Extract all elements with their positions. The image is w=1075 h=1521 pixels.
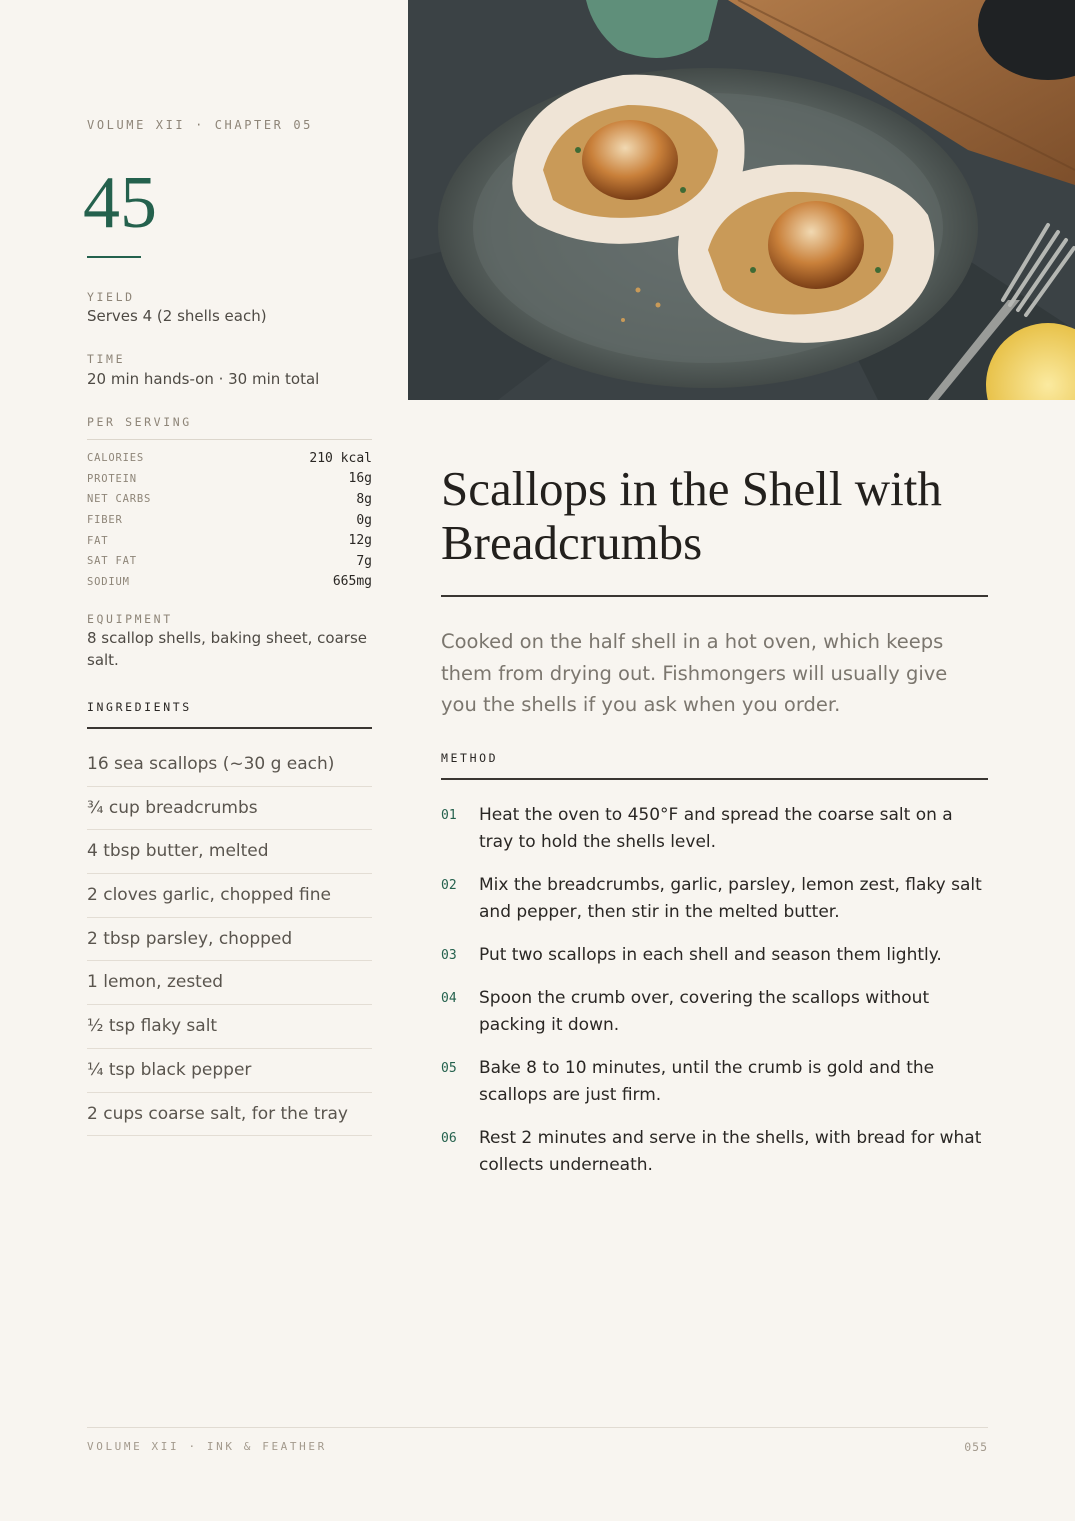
page-number: 055 [964,1440,988,1454]
nutrition-label: FIBER [87,514,123,527]
chapter-eyebrow: VOLUME XII · CHAPTER 05 [87,118,313,132]
number-underline [87,256,141,258]
method-step [441,1055,988,1109]
nutrition-row [87,551,372,572]
ingredients-list [87,743,372,1136]
nutrition-value: 7g [356,553,372,569]
method-step [441,872,988,926]
ingredient-item: 2 tbsp parsley, chopped [87,918,372,962]
nutrition-row [87,469,372,490]
nutrition-value: 8g [356,491,372,507]
ingredient-item: 4 tbsp butter, melted [87,830,372,874]
ingredient-item: 2 cloves garlic, chopped fine [87,874,372,918]
recipe-number: 45 [83,162,157,244]
time-value: 20 min hands-on · 30 min total [87,370,320,388]
ingredients-divider [87,727,372,729]
nutrition-label: SODIUM [87,575,130,588]
ingredients-heading: INGREDIENTS [87,700,192,714]
nutrition-value: 0g [356,512,372,528]
nutrition-label: SAT FAT [87,555,137,568]
yield-value: Serves 4 (2 shells each) [87,307,267,325]
nutrition-row [87,448,372,469]
nutrition-row [87,530,372,551]
step-text: Rest 2 minutes and serve in the shells, with bread for what collects underneath. [479,1128,982,1175]
step-number: 01 [441,808,457,823]
step-text: Bake 8 to 10 minutes, until the crumb is gold and the scallops are just firm. [479,1058,935,1105]
nutrition-table [87,448,372,592]
ingredient-item: 16 sea scallops (~30 g each) [87,743,372,787]
step-number: 02 [441,878,457,893]
ingredient-item: ¾ cup breadcrumbs [87,787,372,831]
nutrition-value: 12g [348,533,372,549]
step-number: 05 [441,1061,457,1076]
time-label: TIME [87,352,126,366]
method-divider [441,778,988,780]
nutrition-label: NET CARBS [87,493,152,506]
step-number: 03 [441,948,457,963]
footer-divider [87,1427,988,1428]
method-step [441,1125,988,1179]
per-serving-label: PER SERVING [87,415,192,429]
method-heading: METHOD [441,751,499,765]
nutrition-label: CALORIES [87,452,144,465]
title-divider [441,595,988,597]
step-text: Heat the oven to 450°F and spread the coarse salt on a tray to hold the shells level. [479,805,953,852]
method-step [441,802,988,856]
nutrition-value: 665mg [332,574,372,590]
yield-label: YIELD [87,290,135,304]
recipe-title: Scallops in the Shell with Breadcrumbs [441,461,942,570]
ingredient-item: ½ tsp flaky salt [87,1005,372,1049]
equipment-label: EQUIPMENT [87,612,173,626]
nutrition-value: 16g [348,471,372,487]
nutrition-row [87,510,372,531]
method-step [441,942,988,969]
hero-photo [408,0,1075,400]
nutrition-label: FAT [87,534,109,547]
nutrition-row [87,489,372,510]
ingredient-item: 2 cups coarse salt, for the tray [87,1093,372,1137]
method-steps [441,802,988,1195]
nutrition-value: 210 kcal [309,450,372,466]
step-text: Spoon the crumb over, covering the scallops without packing it down. [479,988,930,1035]
ingredient-item: 1 lemon, zested [87,961,372,1005]
equipment-value: 8 scallop shells, baking sheet, coarse salt. [87,629,367,669]
scallops-photo-illustration [408,0,1075,400]
method-step [441,985,988,1039]
step-text: Mix the breadcrumbs, garlic, parsley, lemon zest, flaky salt and pepper, then stir in the melted butter. [479,875,982,922]
nutrition-divider [87,439,372,440]
step-number: 04 [441,991,457,1006]
ingredient-item: ¼ tsp black pepper [87,1049,372,1093]
step-number: 06 [441,1131,457,1146]
nutrition-label: PROTEIN [87,472,137,485]
recipe-intro: Cooked on the half shell in a hot oven, which keeps them from drying out. Fishmongers will usually give you the shells if you ask when you order. [441,630,948,716]
step-text: Put two scallops in each shell and season them lightly. [479,945,942,965]
nutrition-row [87,572,372,593]
footer-publication: VOLUME XII · INK & FEATHER [87,1440,327,1453]
